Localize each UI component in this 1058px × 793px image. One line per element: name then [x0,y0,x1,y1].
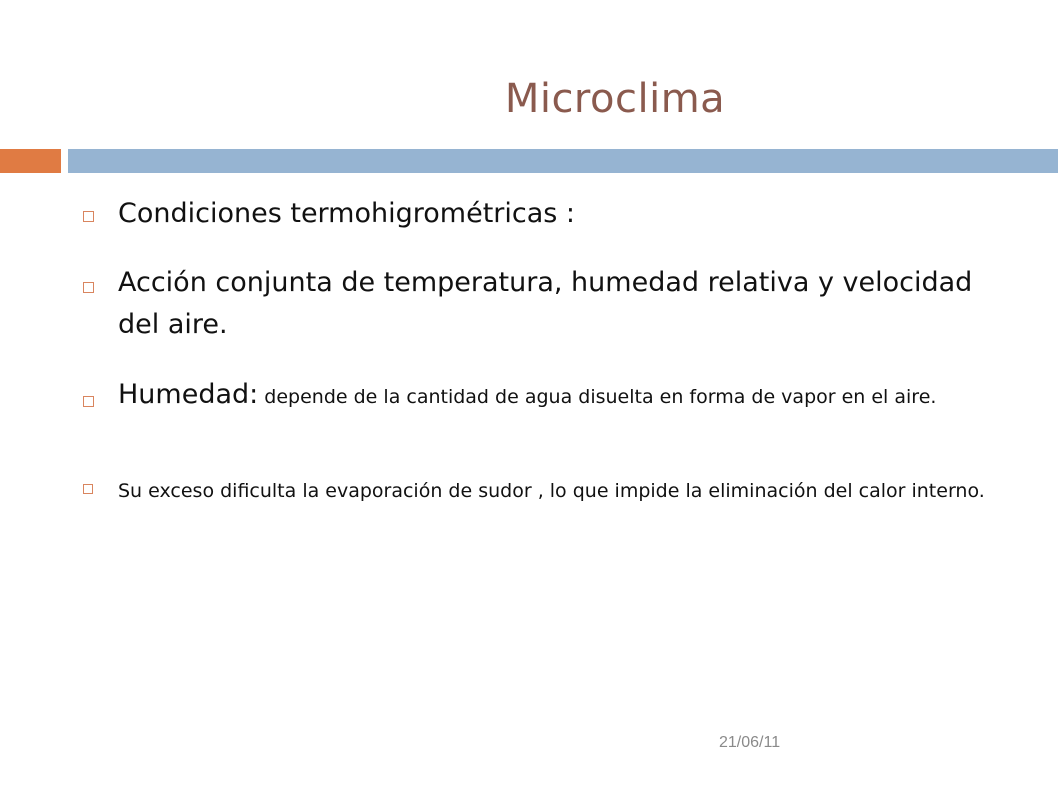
title-underline-bar [68,149,1058,173]
bullet-text: Su exceso dificulta la evaporación de sudor , lo que impide la eliminación del calor interno. [118,480,985,502]
square-bullet-icon [83,282,94,293]
square-bullet-icon [83,211,94,222]
square-bullet-icon [83,484,93,494]
bullet-text: Condiciones termohigrométricas : [118,198,576,229]
bullet-text [118,376,998,417]
footer-date: 21/06/11 [719,734,781,751]
square-bullet-icon [83,396,94,407]
accent-bar [0,149,61,173]
bullet-description: depende de la cantidad de agua disuelta en forma de vapor en el aire. [258,386,937,408]
bullet-lead-term: Humedad: [118,379,259,410]
slide-title: Microclima [504,76,726,122]
bullet-text: Acción conjunta de temperatura, humedad relativa y velocidad del aire. [118,267,973,340]
